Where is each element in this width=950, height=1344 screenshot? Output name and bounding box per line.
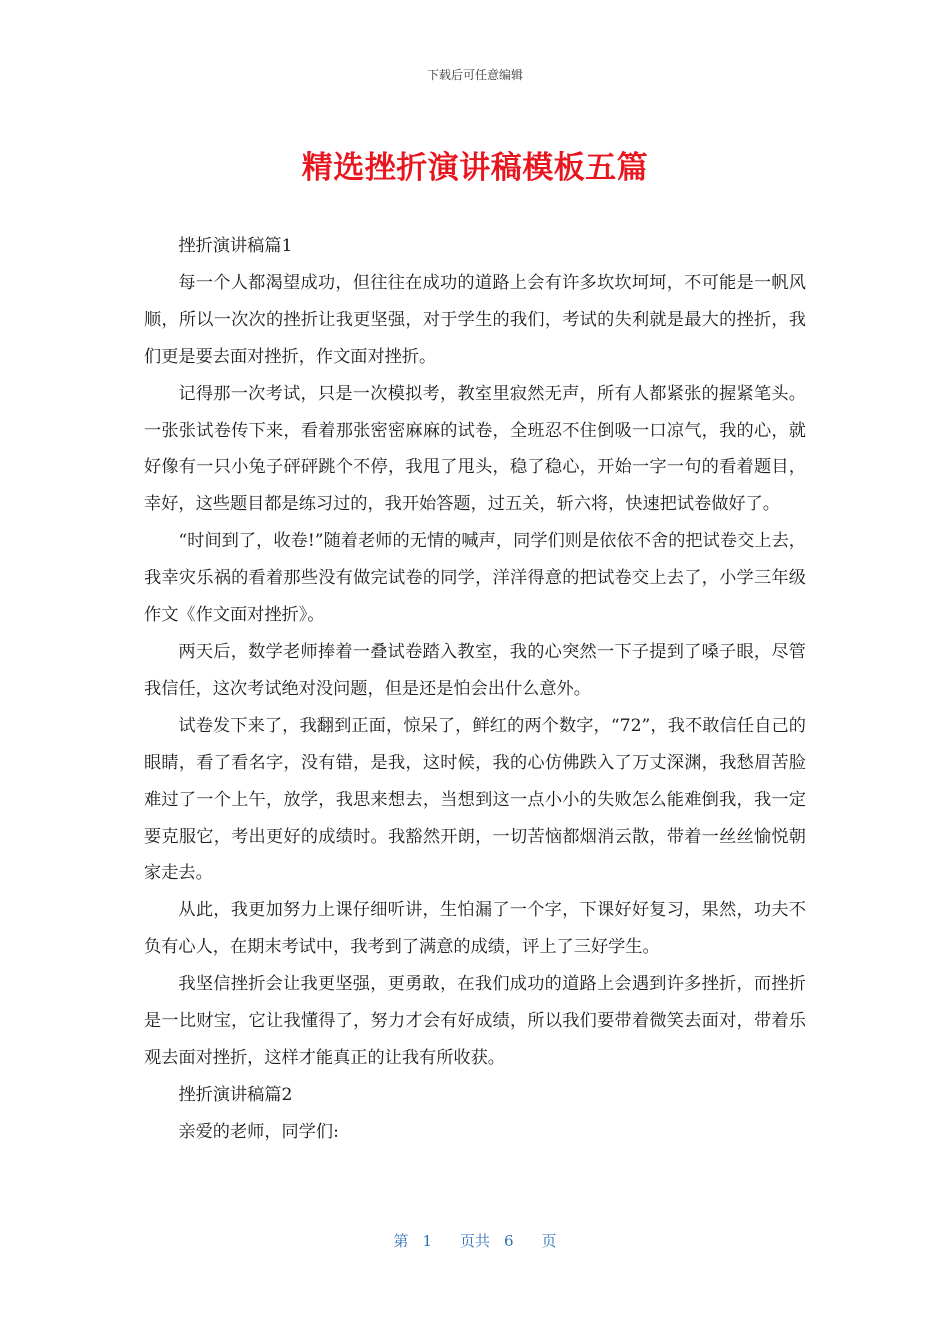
document-body xyxy=(144,228,806,1151)
footer-middle: 页共 xyxy=(459,1232,490,1250)
document-title: 精选挫折演讲稿模板五篇 xyxy=(301,150,649,186)
footer-prefix: 第 xyxy=(393,1232,409,1250)
total-pages-number: 6 xyxy=(504,1232,514,1250)
paragraph: 试卷发下来了，我翻到正面，惊呆了，鲜红的两个数字，“72”，我不敢信任自己的眼睛，看了看名字，没有错，是我，这时候，我的心仿佛跌入了万丈深渊，我愁眉苦脸难过了一个上午，放学，我思来想去，当想到这一点小小的失败怎么能难倒我，我一定要克服它，考出更好的成绩时。我豁然开朗，一切苦恼都烟消云散，带着一丝丝愉悦朝家走去。 xyxy=(144,715,806,884)
paragraph: 每一个人都渴望成功，但往往在成功的道路上会有许多坎坎坷坷，不可能是一帆风顺，所以一次次的挫折让我更坚强，对于学生的我们，考试的失利就是最大的挫折，我们更是要去面对挫折，作文面对挫折。 xyxy=(144,272,806,367)
paragraph: 从此，我更加努力上课仔细听讲，生怕漏了一个字，下课好好复习，果然，功夫不负有心人，在期末考试中，我考到了满意的成绩，评上了三好学生。 xyxy=(144,900,806,958)
section-heading-2: 挫折演讲稿篇2 xyxy=(178,1084,293,1105)
paragraph: 亲爱的老师，同学们: xyxy=(178,1121,339,1142)
paragraph: 两天后，数学老师捧着一叠试卷踏入教室，我的心突然一下子提到了嗓子眼，尽管我信任，这次考试绝对没问题，但是还是怕会出什么意外。 xyxy=(144,641,806,699)
section-heading-1: 挫折演讲稿篇1 xyxy=(178,236,293,256)
paragraph: “时间到了，收卷!”随着老师的无情的喊声，同学们则是依依不舍的把试卷交上去，我幸灾乐祸的看着那些没有做完试卷的同学，洋洋得意的把试卷交上去了，小学三年级作文《作文面对挫折》。 xyxy=(144,531,806,626)
paragraph: 我坚信挫折会让我更坚强，更勇敢，在我们成功的道路上会遇到许多挫折，而挫折是一比财宝，它让我懂得了，努力才会有好成绩，所以我们要带着微笑去面对，带着乐观去面对挫折，这样才能真正的让我有所收获。 xyxy=(144,974,806,1068)
header-note: 下载后可任意编辑 xyxy=(426,68,523,82)
page-footer xyxy=(0,1230,950,1251)
paragraph: 记得那一次考试，只是一次模拟考，教室里寂然无声，所有人都紧张的握紧笔头。一张张试卷传下来，看着那张密密麻麻的试卷，全班忍不住倒吸一口凉气，我的心，就好像有一只小兔子砰砰跳个不停，我甩了甩头，稳了稳心，开始一字一句的看着题目，幸好，这些题目都是练习过的，我开始答题，过五关，斩六将，快速把试卷做好了。 xyxy=(144,383,806,515)
current-page-number: 1 xyxy=(422,1232,432,1250)
footer-suffix: 页 xyxy=(541,1232,557,1250)
